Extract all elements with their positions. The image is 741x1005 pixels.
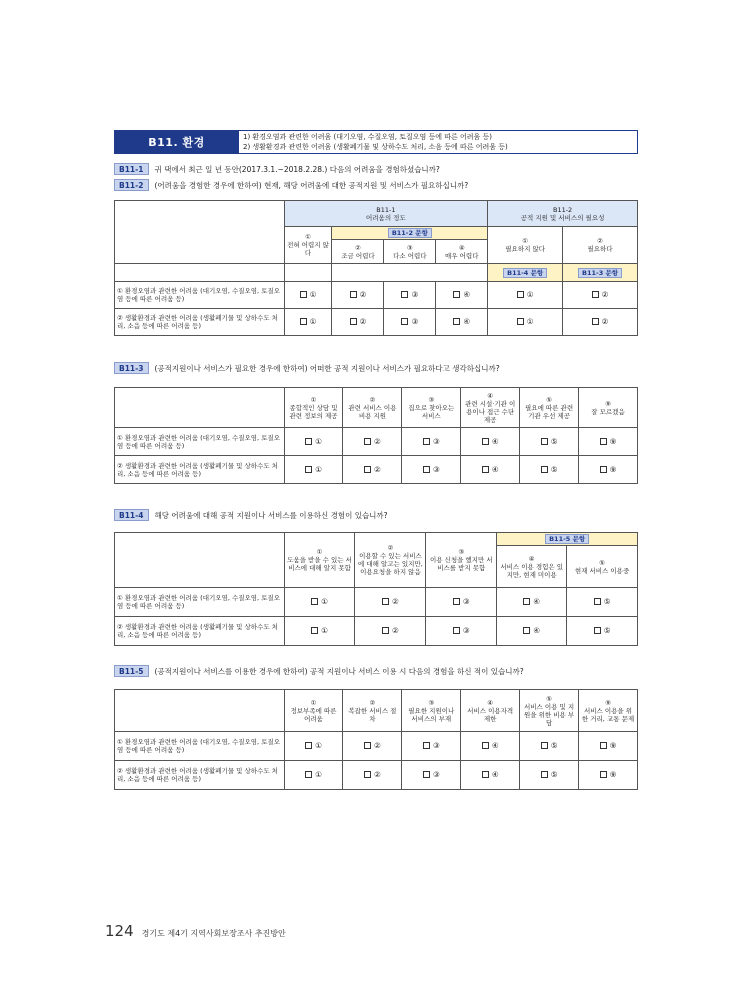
col-header: ④ 관련 시설·기관 이용이나 접근 수단 제공 xyxy=(461,388,520,428)
checkbox-option[interactable]: ③ xyxy=(402,761,461,790)
checkbox-option[interactable]: ② xyxy=(563,282,638,309)
question-tag: B11-3 xyxy=(114,362,149,374)
checkbox-icon xyxy=(305,742,312,749)
checkbox-icon xyxy=(300,318,307,325)
checkbox-icon xyxy=(600,742,607,749)
col-header: ⑤ 필요에 따른 관련 기관 우선 제공 xyxy=(520,388,579,428)
col-not-needed: ① 필요하지 않다 xyxy=(488,227,563,264)
col-header: ③ 이용 신청을 했지만 서비스를 받지 못함 xyxy=(426,533,497,588)
table-corner-bottom xyxy=(115,264,285,282)
col-header: ① 정보부족에 따른 어려움 xyxy=(284,690,343,732)
question-text: 귀 댁에서 최근 일 년 동안(2017.3.1.~2018.2.28.) 다음의 어려움을 경험하셨습니까? xyxy=(154,164,440,174)
checkbox-icon xyxy=(423,466,430,473)
question-tag: B11-4 xyxy=(114,509,149,521)
col-needed: ② 필요하다 xyxy=(563,227,638,264)
table-b11-3 xyxy=(114,387,638,484)
col-header: ② 복잡한 서비스 절차 xyxy=(343,690,402,732)
checkbox-option[interactable]: ③ xyxy=(426,588,497,617)
question-b11-2 xyxy=(114,179,468,191)
checkbox-icon xyxy=(364,466,371,473)
group-header-b11-1: B11-1 어려움의 정도 xyxy=(284,201,488,227)
checkbox-icon xyxy=(594,627,601,634)
question-text: (어려움을 경험한 경우에 한하여) 현재, 해당 어려움에 대한 공적지원 및 서비스가 필요하십니까? xyxy=(154,180,469,190)
checkbox-icon xyxy=(600,771,607,778)
checkbox-option[interactable]: ② xyxy=(563,309,638,336)
checkbox-icon xyxy=(311,627,318,634)
checkbox-option[interactable]: ⑨ xyxy=(579,428,638,456)
checkbox-option[interactable]: ⑨ xyxy=(579,732,638,761)
col-header: ② 관련 서비스 이용비용 지원 xyxy=(343,388,402,428)
checkbox-icon xyxy=(600,438,607,445)
checkbox-icon xyxy=(453,318,460,325)
checkbox-option[interactable]: ① xyxy=(284,282,332,309)
col-header: ② 이용할 수 있는 서비스에 대해 알고는 있지만, 이용요청을 하지 않음 xyxy=(355,533,426,588)
checkbox-icon xyxy=(423,771,430,778)
question-tag: B11-2 xyxy=(114,179,149,191)
page-number: 124 xyxy=(105,922,134,940)
table-b11-1-2 xyxy=(114,200,638,336)
checkbox-icon xyxy=(592,291,599,298)
checkbox-icon xyxy=(453,627,460,634)
checkbox-option[interactable]: ① xyxy=(284,588,355,617)
row-label-environment: ① 환경오염과 관련한 어려움 (대기오염, 수질오염, 토질오염 등에 따른 어려움 등) xyxy=(115,588,285,617)
checkbox-icon xyxy=(600,466,607,473)
col-somewhat-difficult: ③ 다소 어렵다 xyxy=(384,240,436,264)
question-b11-4 xyxy=(114,509,388,521)
checkbox-icon xyxy=(401,318,408,325)
goto-b11-4: B11-4 문항 xyxy=(488,264,563,282)
col-header: ③ 집으로 찾아오는 서비스 xyxy=(402,388,461,428)
checkbox-icon xyxy=(541,466,548,473)
checkbox-option[interactable]: ③ xyxy=(384,282,436,309)
question-tag: B11-1 xyxy=(114,163,149,175)
col-header: ⑨ 서비스 이용을 위한 거리, 교통 문제 xyxy=(579,690,638,732)
checkbox-option[interactable]: ⑨ xyxy=(579,761,638,790)
checkbox-icon xyxy=(364,438,371,445)
col-header: ⑤ 서비스 이용 및 지원을 위한 비용 부담 xyxy=(520,690,579,732)
checkbox-icon xyxy=(453,291,460,298)
group-header-b11-2: B11-2 공적 지원 및 서비스의 필요성 xyxy=(488,201,638,227)
col-header: ⑤ 현재 서비스 이용중 xyxy=(567,546,638,588)
table-corner xyxy=(115,533,285,588)
table-corner xyxy=(115,201,285,264)
col-header: ① 도움을 받을 수 있는 서비스에 대해 알지 못함 xyxy=(284,533,355,588)
checkbox-option[interactable]: ③ xyxy=(426,617,497,646)
checkbox-option[interactable]: ② xyxy=(343,761,402,790)
goto-b11-3: B11-3 문항 xyxy=(563,264,638,282)
col-header: ④ 서비스 이용 경험은 있지만, 현재 미이용 xyxy=(497,546,567,588)
checkbox-icon xyxy=(523,627,530,634)
checkbox-option[interactable]: ② xyxy=(343,732,402,761)
checkbox-icon xyxy=(305,438,312,445)
checkbox-option[interactable]: ③ xyxy=(402,428,461,456)
checkbox-icon xyxy=(541,771,548,778)
checkbox-option[interactable]: ① xyxy=(488,309,563,336)
row-label-living: ② 생활환경과 관련한 어려움 (생활폐기물 및 상하수도 처리, 소음 등에 따른 어려움 등) xyxy=(115,761,285,790)
goto-b11-5: B11-5 문항 xyxy=(497,533,638,546)
checkbox-icon xyxy=(423,438,430,445)
col-not-difficult: ① 전혀 어렵지 않다 xyxy=(284,227,332,264)
question-b11-1 xyxy=(114,163,440,175)
table-corner xyxy=(115,388,285,428)
checkbox-option[interactable]: ② xyxy=(343,428,402,456)
checkbox-option[interactable]: ⑤ xyxy=(567,588,638,617)
checkbox-icon xyxy=(482,466,489,473)
checkbox-icon xyxy=(382,627,389,634)
table-corner xyxy=(115,690,285,732)
checkbox-option[interactable]: ② xyxy=(332,309,384,336)
col-header: ① 종합적인 상담 및 관련 정보의 제공 xyxy=(284,388,343,428)
note-living-environment: 2) 생활환경과 관련한 어려움 (생활폐기물 및 상하수도 처리, 소음 등에 따른 어려움 등) xyxy=(243,143,508,151)
checkbox-option[interactable]: ① xyxy=(284,761,343,790)
checkbox-option[interactable]: ⑤ xyxy=(520,428,579,456)
checkbox-icon xyxy=(592,318,599,325)
question-text: (공적지원이나 서비스가 필요한 경우에 한하여) 어떠한 공적 지원이나 서비스가 필요하다고 생각하십니까? xyxy=(154,363,500,373)
col-very-difficult: ④ 매우 어렵다 xyxy=(436,240,488,264)
row-label-living: ② 생활환경과 관련한 어려움 (생활폐기물 및 상하수도 처리, 소음 등에 따른 어려움 등) xyxy=(115,456,285,484)
checkbox-icon xyxy=(517,291,524,298)
checkbox-option[interactable]: ④ xyxy=(461,428,520,456)
checkbox-option[interactable]: ① xyxy=(284,309,332,336)
checkbox-icon xyxy=(305,771,312,778)
checkbox-option[interactable]: ① xyxy=(488,282,563,309)
checkbox-icon xyxy=(453,598,460,605)
table-b11-4 xyxy=(114,532,638,646)
checkbox-icon xyxy=(350,291,357,298)
checkbox-option[interactable]: ① xyxy=(284,428,343,456)
section-notes xyxy=(239,130,638,154)
question-b11-3 xyxy=(114,362,500,374)
row-label-environment: ① 환경오염과 관련한 어려움 (대기오염, 수질오염, 토질오염 등에 따른 어려움 등) xyxy=(115,282,285,309)
question-text: 해당 어려움에 대해 공적 지원이나 서비스를 이용하신 경험이 있습니까? xyxy=(154,510,388,520)
checkbox-option[interactable]: ② xyxy=(343,456,402,484)
checkbox-option[interactable]: ⑤ xyxy=(567,617,638,646)
col-slightly-difficult: ② 조금 어렵다 xyxy=(332,240,384,264)
checkbox-option[interactable]: ④ xyxy=(436,309,488,336)
section-header xyxy=(114,130,638,154)
checkbox-option[interactable]: ② xyxy=(332,282,384,309)
checkbox-icon xyxy=(382,598,389,605)
checkbox-option[interactable]: ④ xyxy=(497,588,567,617)
checkbox-option[interactable]: ② xyxy=(355,588,426,617)
checkbox-option[interactable]: ① xyxy=(284,456,343,484)
question-tag: B11-5 xyxy=(114,665,149,677)
question-b11-5 xyxy=(114,665,524,677)
checkbox-option[interactable]: ④ xyxy=(436,282,488,309)
checkbox-option[interactable]: ③ xyxy=(384,309,436,336)
col-header: ⑨ 잘 모르겠음 xyxy=(579,388,638,428)
checkbox-icon xyxy=(482,742,489,749)
checkbox-icon xyxy=(423,742,430,749)
checkbox-option[interactable]: ② xyxy=(355,617,426,646)
checkbox-option[interactable]: ⑤ xyxy=(520,456,579,484)
checkbox-option[interactable]: ⑨ xyxy=(579,456,638,484)
checkbox-icon xyxy=(364,771,371,778)
checkbox-icon xyxy=(311,598,318,605)
checkbox-option[interactable]: ④ xyxy=(461,456,520,484)
checkbox-option[interactable]: ④ xyxy=(461,761,520,790)
checkbox-option[interactable]: ③ xyxy=(402,732,461,761)
checkbox-option[interactable]: ⑤ xyxy=(520,732,579,761)
checkbox-icon xyxy=(350,318,357,325)
checkbox-option[interactable]: ④ xyxy=(497,617,567,646)
checkbox-option[interactable]: ③ xyxy=(402,456,461,484)
note-environment-pollution: 1) 환경오염과 관련한 어려움 (대기오염, 수질오염, 토질오염 등에 따른 어려움 등) xyxy=(243,133,492,141)
table-b11-5 xyxy=(114,689,638,790)
row-label-environment: ① 환경오염과 관련한 어려움 (대기오염, 수질오염, 토질오염 등에 따른 어려움 등) xyxy=(115,732,285,761)
checkbox-icon xyxy=(300,291,307,298)
checkbox-option[interactable]: ⑤ xyxy=(520,761,579,790)
checkbox-option[interactable]: ① xyxy=(284,732,343,761)
checkbox-icon xyxy=(523,598,530,605)
goto-b11-2: B11-2 문항 xyxy=(332,227,488,240)
checkbox-option[interactable]: ① xyxy=(284,617,355,646)
row-label-living: ② 생활환경과 관련한 어려움 (생활폐기물 및 상하수도 처리, 소음 등에 따른 어려움 등) xyxy=(115,617,285,646)
row-label-living: ② 생활환경과 관련한 어려움 (생활폐기물 및 상하수도 처리, 소음 등에 따른 어려움 등) xyxy=(115,309,285,336)
page-footer xyxy=(105,922,286,940)
row-label-environment: ① 환경오염과 관련한 어려움 (대기오염, 수질오염, 토질오염 등에 따른 어려움 등) xyxy=(115,428,285,456)
checkbox-icon xyxy=(401,291,408,298)
checkbox-icon xyxy=(594,598,601,605)
checkbox-icon xyxy=(305,466,312,473)
checkbox-option[interactable]: ④ xyxy=(461,732,520,761)
footer-title: 경기도 제4기 지역사회보장조사 추진방안 xyxy=(141,929,286,938)
checkbox-icon xyxy=(517,318,524,325)
checkbox-icon xyxy=(482,438,489,445)
checkbox-icon xyxy=(364,742,371,749)
checkbox-icon xyxy=(482,771,489,778)
question-text: (공적지원이나 서비스를 이용한 경우에 한하여) 공적 지원이나 서비스 이용 시 다음의 경험을 하신 적이 있습니까? xyxy=(154,666,524,676)
checkbox-icon xyxy=(541,742,548,749)
col-header: ④ 서비스 이용자격 제한 xyxy=(461,690,520,732)
col-header: ③ 필요한 지원이나 서비스의 부재 xyxy=(402,690,461,732)
checkbox-icon xyxy=(541,438,548,445)
section-title: B11. 환경 xyxy=(114,130,239,154)
